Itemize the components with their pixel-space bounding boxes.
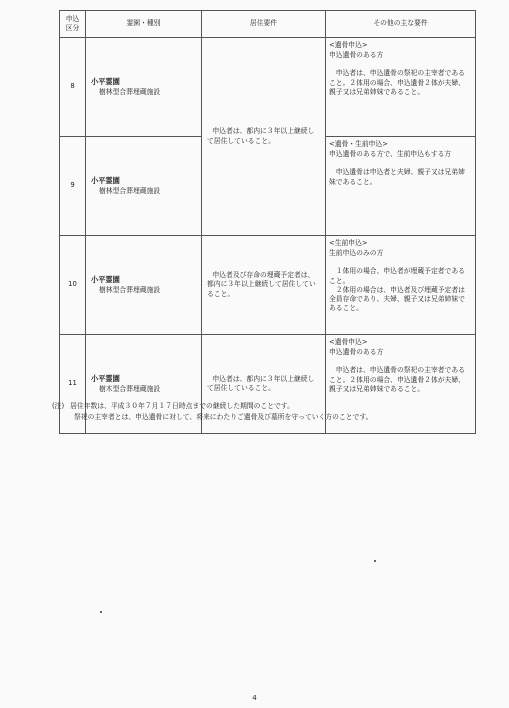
application-number: 11 — [60, 335, 86, 434]
cemetery-cell — [86, 38, 202, 137]
table-header-row — [60, 11, 476, 38]
application-number: 10 — [60, 236, 86, 335]
cemetery-name: 小平霊園 — [91, 175, 120, 185]
cemetery-name: 小平霊園 — [91, 373, 120, 383]
residence-requirement: 申込者は、都内に３年以上継続して居住していること。 — [202, 38, 326, 236]
application-condition: 申込遺骨のある方 — [329, 348, 384, 357]
requirement-detail: １体用の場合、申込者が埋蔵予定者であること。 — [329, 267, 465, 285]
cemetery-cell — [86, 137, 202, 236]
other-requirements — [326, 38, 476, 137]
application-condition: 生前申込のみの方 — [329, 249, 384, 258]
requirement-detail-two: ２体用の場合は、申込者及び埋蔵予定者は全員存命であり、夫婦、親子又は兄弟姉妹であること。 — [329, 285, 465, 313]
application-condition: 申込遺骨のある方 — [329, 51, 384, 60]
application-number: 9 — [60, 137, 86, 236]
requirement-detail: 申込者は、申込遺骨の祭祀の主宰者であること。２体用の場合、申込遺骨２体が夫婦、親子又は兄弟姉妹であること。 — [329, 366, 465, 393]
requirement-detail: 申込者は、申込遺骨の祭祀の主宰者であること。２体用の場合、申込遺骨２体が夫婦、親子又は兄弟姉妹であること。 — [329, 69, 465, 96]
footnote-ritual-host: 祭祀の主宰者とは、申込遺骨に対して、将来にわたりご遺骨及び墓所を守っていく方のことです。 — [74, 413, 373, 422]
requirements-table — [59, 10, 476, 434]
page-number: 4 — [252, 694, 257, 702]
application-section: <遺骨申込> — [329, 338, 368, 346]
footnote-text: 居住年数は、平成３０年７月１７日時点までの継続した期間のことです。 — [70, 402, 294, 410]
facility-type: 樹林型合葬埋蔵施設 — [99, 286, 161, 295]
scan-speck — [374, 560, 376, 562]
footnote-residence — [52, 401, 492, 412]
application-section: <生前申込> — [329, 239, 368, 247]
residence-requirement: 申込者は、都内に３年以上継続して居住していること。 — [202, 335, 326, 434]
table-row — [60, 38, 476, 137]
other-requirements — [326, 137, 476, 236]
cemetery-name: 小平霊園 — [91, 274, 120, 284]
scan-speck — [100, 611, 102, 613]
requirement-detail: 申込遺骨は申込者と夫婦、親子又は兄弟姉妹であること。 — [329, 168, 465, 186]
facility-type: 樹林型合葬埋蔵施設 — [99, 88, 161, 97]
facility-type: 樹木型合葬埋蔵施設 — [99, 385, 161, 394]
application-section: <遺骨・生前申込> — [329, 140, 388, 148]
cemetery-cell — [86, 236, 202, 335]
header-application-category: 申込 区分 — [60, 11, 86, 38]
header-other-requirements: その他の主な要件 — [326, 11, 476, 38]
table-row — [60, 236, 476, 335]
header-cemetery-type: 霊園・種別 — [86, 11, 202, 38]
footnotes — [52, 401, 492, 423]
cemetery-name: 小平霊園 — [91, 76, 120, 86]
header-residence-requirement: 居住要件 — [202, 11, 326, 38]
residence-requirement: 申込者及び存命の埋蔵予定者は、都内に３年以上継続して居住していること。 — [202, 236, 326, 335]
application-condition: 申込遺骨のある方で、生前申込もする方 — [329, 150, 452, 159]
facility-type: 樹林型合葬埋蔵施設 — [99, 187, 161, 196]
other-requirements — [326, 236, 476, 335]
application-section: <遺骨申込> — [329, 41, 368, 49]
application-number: 8 — [60, 38, 86, 137]
footnote-label: (注) — [52, 402, 65, 410]
